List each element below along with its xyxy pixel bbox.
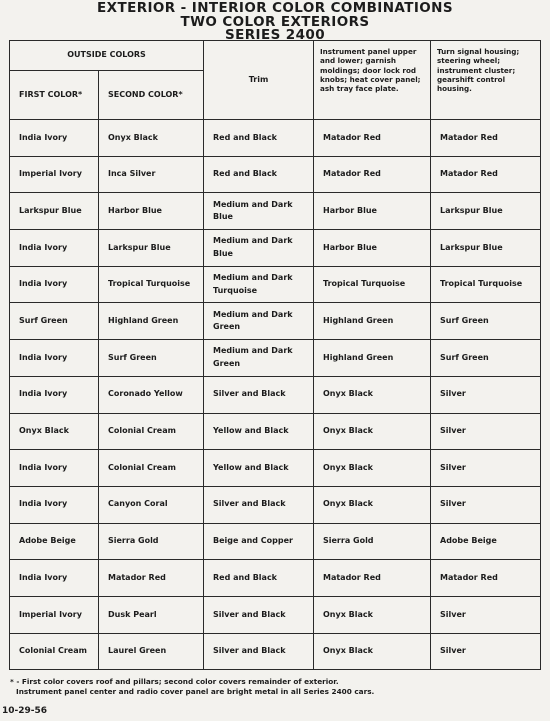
- cell-panel: Sierra Gold: [314, 523, 431, 560]
- cell-turn: Surf Green: [431, 303, 541, 340]
- cell-first: India Ivory: [10, 450, 99, 487]
- document-title: [0, 2, 550, 43]
- cell-second: Surf Green: [99, 340, 204, 377]
- cell-panel: Onyx Black: [314, 486, 431, 523]
- header-instrument-panel: Instrument panel upper and lower; garnish moldings; door lock rod knobs; heat cover panel; ash tray face plate.: [314, 41, 431, 120]
- cell-turn: Matador Red: [431, 560, 541, 597]
- cell-first: Imperial Ivory: [10, 596, 99, 633]
- cell-panel: Onyx Black: [314, 450, 431, 487]
- cell-turn: Silver: [431, 633, 541, 670]
- table-row: [10, 120, 541, 157]
- cell-panel: Matador Red: [314, 120, 431, 157]
- header-outside-colors: OUTSIDE COLORS: [10, 41, 204, 71]
- cell-panel: Highland Green: [314, 303, 431, 340]
- color-combination-table: [9, 40, 541, 670]
- cell-second: Laurel Green: [99, 633, 204, 670]
- cell-panel: Onyx Black: [314, 596, 431, 633]
- cell-second: Matador Red: [99, 560, 204, 597]
- table-row: [10, 596, 541, 633]
- cell-second: Onyx Black: [99, 120, 204, 157]
- cell-trim: Red and Black: [204, 560, 314, 597]
- cell-first: India Ivory: [10, 266, 99, 303]
- cell-trim: Yellow and Black: [204, 413, 314, 450]
- table-row: [10, 560, 541, 597]
- table-row: [10, 266, 541, 303]
- cell-turn: Matador Red: [431, 156, 541, 193]
- cell-first: Surf Green: [10, 303, 99, 340]
- cell-panel: Onyx Black: [314, 633, 431, 670]
- header-trim: Trim: [204, 41, 314, 120]
- cell-panel: Highland Green: [314, 340, 431, 377]
- cell-turn: Silver: [431, 450, 541, 487]
- cell-trim: Medium and Dark Blue: [204, 230, 314, 267]
- header-first-color: FIRST COLOR*: [10, 71, 99, 120]
- cell-second: Sierra Gold: [99, 523, 204, 560]
- cell-second: Coronado Yellow: [99, 376, 204, 413]
- cell-trim: Silver and Black: [204, 633, 314, 670]
- cell-trim: Medium and Dark Blue: [204, 193, 314, 230]
- cell-turn: Surf Green: [431, 340, 541, 377]
- cell-first: India Ivory: [10, 340, 99, 377]
- cell-trim: Medium and Dark Turquoise: [204, 266, 314, 303]
- cell-turn: Silver: [431, 376, 541, 413]
- cell-first: India Ivory: [10, 376, 99, 413]
- cell-first: India Ivory: [10, 486, 99, 523]
- cell-second: Inca Silver: [99, 156, 204, 193]
- cell-turn: Tropical Turquoise: [431, 266, 541, 303]
- cell-first: India Ivory: [10, 230, 99, 267]
- cell-trim: Silver and Black: [204, 596, 314, 633]
- title-line-1: EXTERIOR - INTERIOR COLOR COMBINATIONS: [97, 0, 453, 16]
- cell-panel: Harbor Blue: [314, 193, 431, 230]
- table-row: [10, 450, 541, 487]
- table-row: [10, 303, 541, 340]
- cell-turn: Silver: [431, 486, 541, 523]
- table-row: [10, 230, 541, 267]
- table-row: [10, 633, 541, 670]
- table-row: [10, 193, 541, 230]
- cell-turn: Silver: [431, 596, 541, 633]
- table-row: [10, 156, 541, 193]
- cell-trim: Silver and Black: [204, 486, 314, 523]
- table-row: [10, 340, 541, 377]
- cell-panel: Matador Red: [314, 560, 431, 597]
- cell-second: Highland Green: [99, 303, 204, 340]
- table-row: [10, 486, 541, 523]
- cell-trim: Medium and Dark Green: [204, 340, 314, 377]
- header-turn-signal: Turn signal housing; steering wheel; instrument cluster; gearshift control housing.: [431, 41, 541, 120]
- cell-turn: Larkspur Blue: [431, 230, 541, 267]
- cell-panel: Harbor Blue: [314, 230, 431, 267]
- cell-trim: Yellow and Black: [204, 450, 314, 487]
- cell-panel: Matador Red: [314, 156, 431, 193]
- cell-first: Imperial Ivory: [10, 156, 99, 193]
- cell-second: Larkspur Blue: [99, 230, 204, 267]
- table-row: [10, 376, 541, 413]
- cell-second: Canyon Coral: [99, 486, 204, 523]
- footnote: [10, 677, 374, 697]
- cell-second: Tropical Turquoise: [99, 266, 204, 303]
- title-line-2: TWO COLOR EXTERIORS: [180, 13, 370, 30]
- cell-turn: Larkspur Blue: [431, 193, 541, 230]
- cell-second: Harbor Blue: [99, 193, 204, 230]
- cell-turn: Adobe Beige: [431, 523, 541, 560]
- cell-first: Colonial Cream: [10, 633, 99, 670]
- cell-first: Onyx Black: [10, 413, 99, 450]
- cell-panel: Tropical Turquoise: [314, 266, 431, 303]
- footnote-line-1: * - First color covers roof and pillars; second color covers remainder of exterior.: [10, 677, 339, 686]
- cell-panel: Onyx Black: [314, 413, 431, 450]
- cell-turn: Silver: [431, 413, 541, 450]
- header-second-color: SECOND COLOR*: [99, 71, 204, 120]
- cell-second: Colonial Cream: [99, 450, 204, 487]
- cell-first: Larkspur Blue: [10, 193, 99, 230]
- cell-first: Adobe Beige: [10, 523, 99, 560]
- table-row: [10, 413, 541, 450]
- cell-first: India Ivory: [10, 560, 99, 597]
- cell-trim: Red and Black: [204, 120, 314, 157]
- cell-turn: Matador Red: [431, 120, 541, 157]
- document-date: 10-29-56: [2, 706, 48, 716]
- title-line-3: SERIES 2400: [225, 27, 325, 43]
- cell-trim: Silver and Black: [204, 376, 314, 413]
- cell-trim: Beige and Copper: [204, 523, 314, 560]
- cell-panel: Onyx Black: [314, 376, 431, 413]
- cell-trim: Red and Black: [204, 156, 314, 193]
- cell-first: India Ivory: [10, 120, 99, 157]
- cell-second: Dusk Pearl: [99, 596, 204, 633]
- table-row: [10, 523, 541, 560]
- footnote-line-2: Instrument panel center and radio cover panel are bright metal in all Series 2400 cars.: [16, 687, 375, 696]
- cell-trim: Medium and Dark Green: [204, 303, 314, 340]
- cell-second: Colonial Cream: [99, 413, 204, 450]
